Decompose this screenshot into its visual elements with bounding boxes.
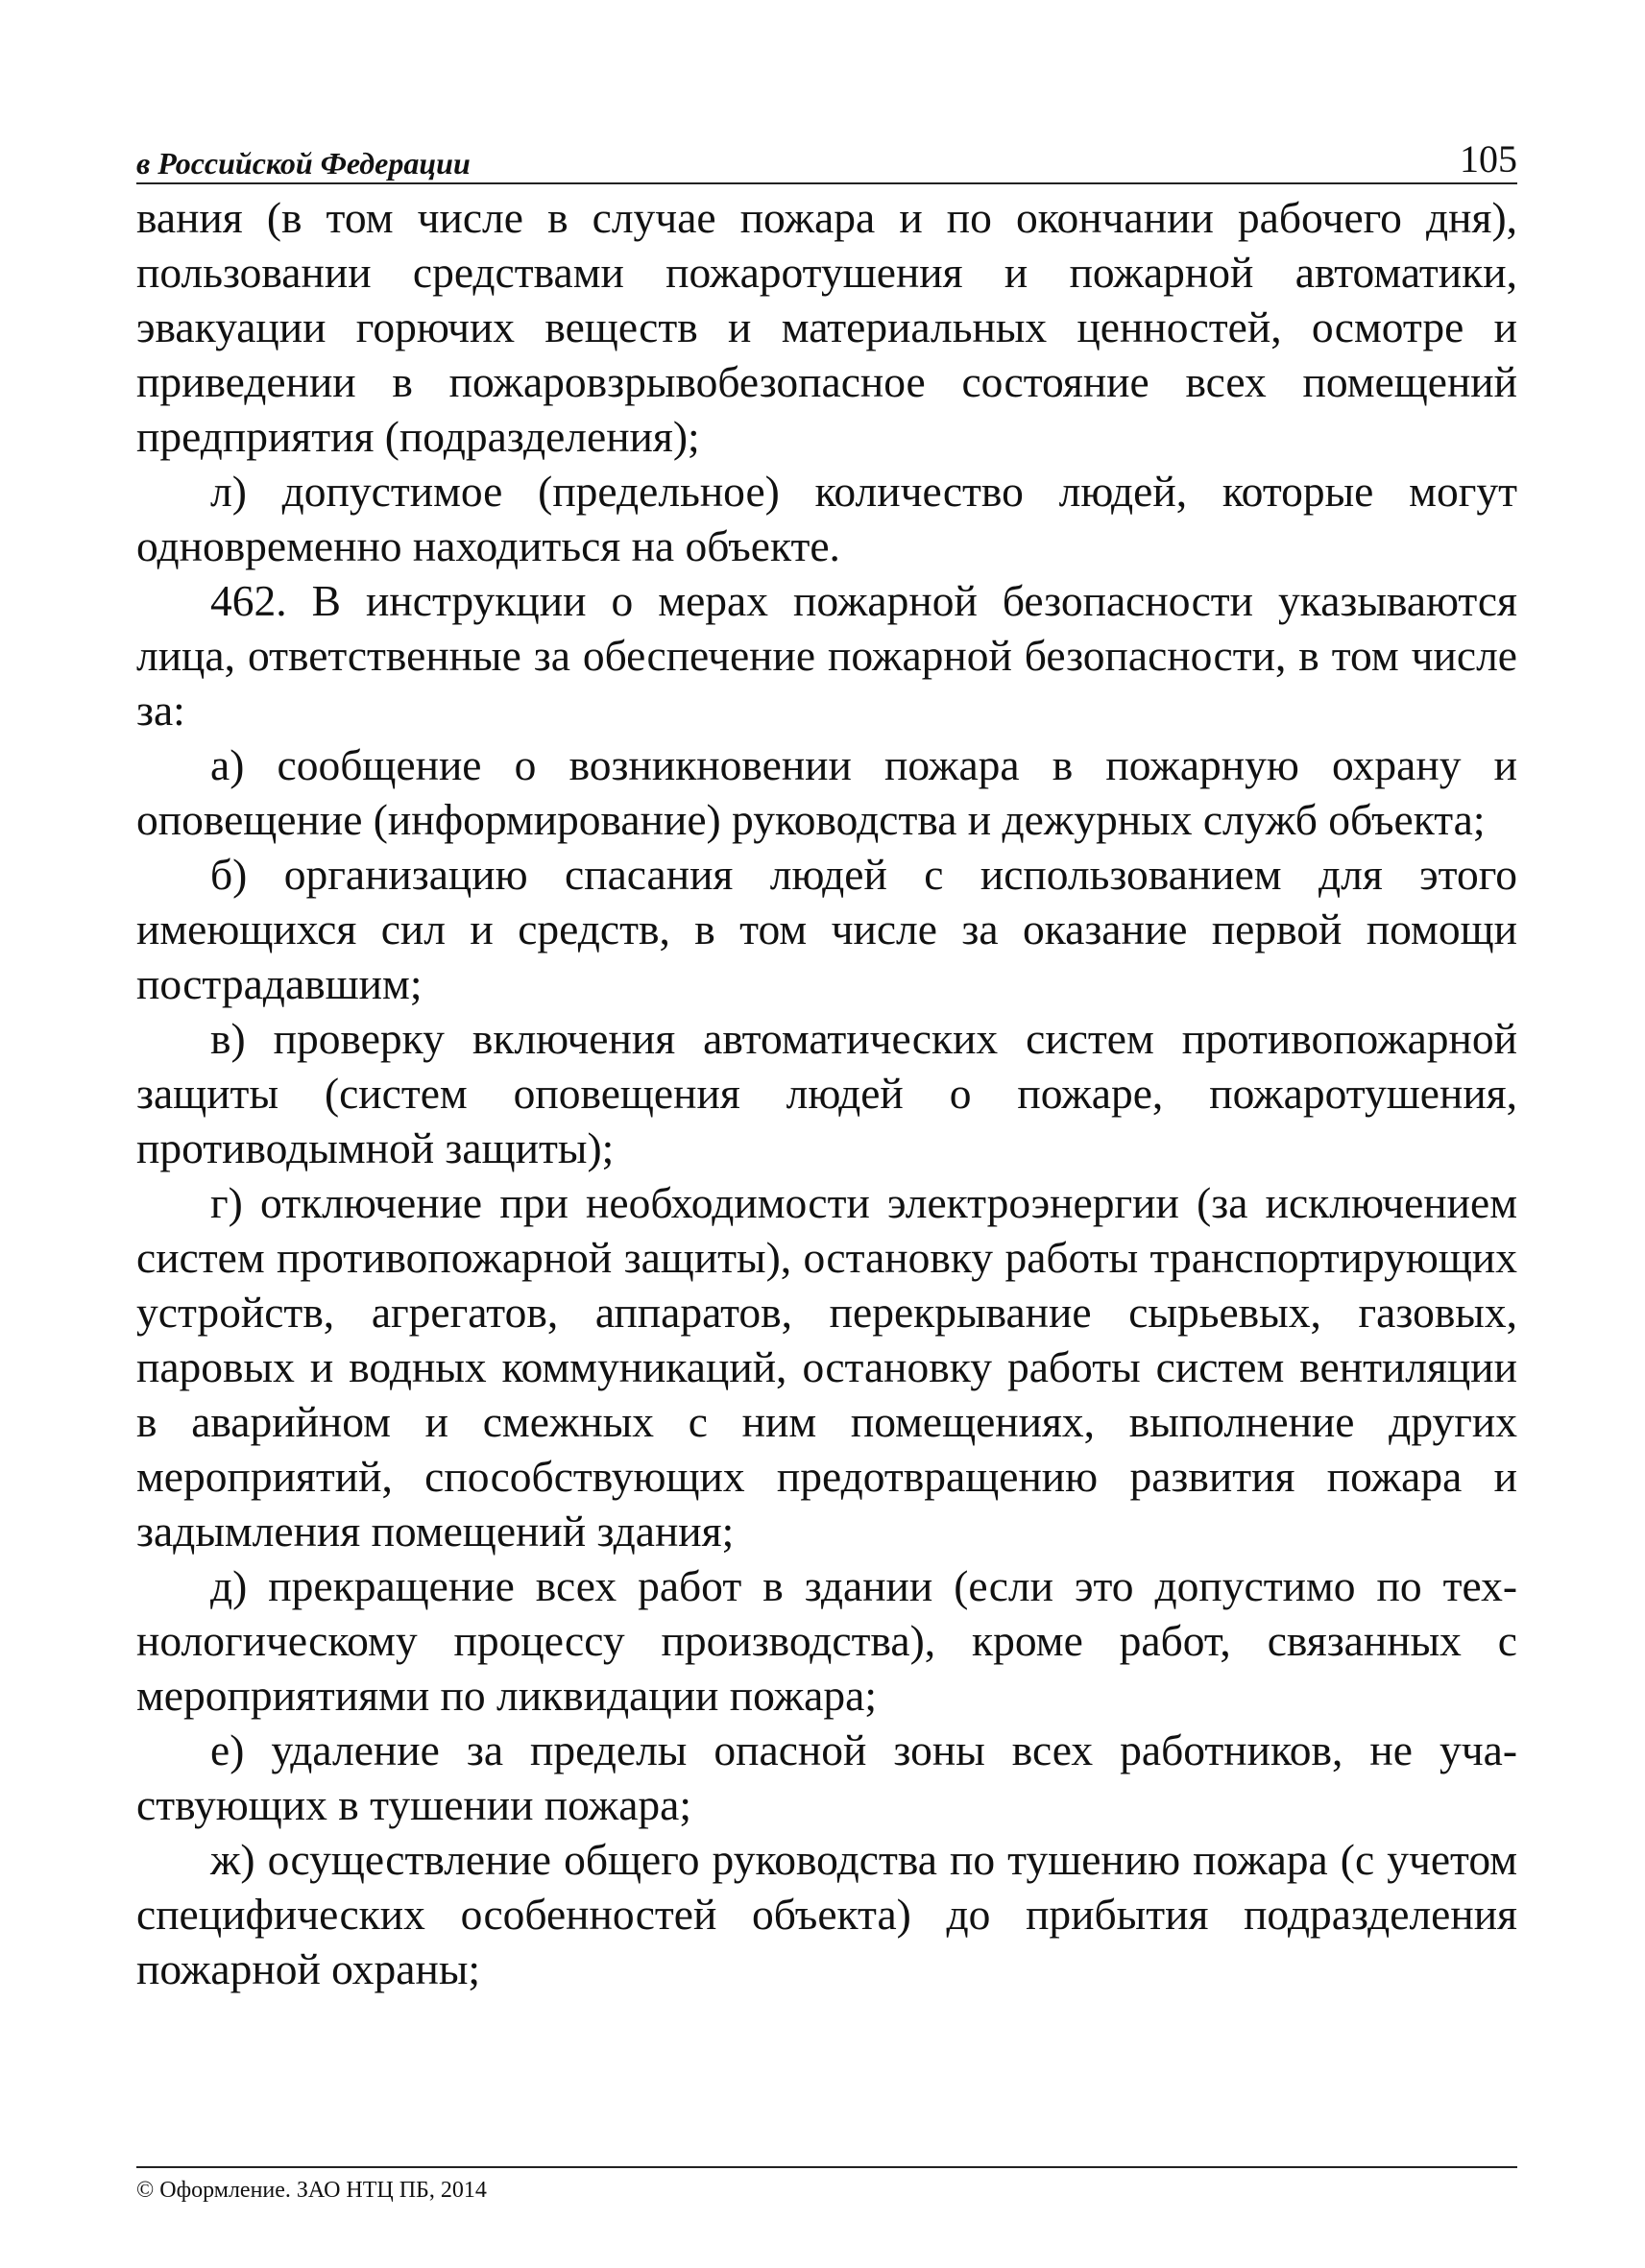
footer-copyright: © Оформление. ЗАО НТЦ ПБ, 2014	[136, 2166, 1517, 2205]
paragraph-item-d: д) прекращение всех работ в здании (если это допустимо по технологическому процессу производства), кроме работ, связанных с мероприятиями по ликвидации пожара;	[136, 1561, 1517, 1720]
page-number: 105	[1460, 137, 1517, 181]
paragraph-item-b: б) организацию спасания людей с использованием для этого имеющихся сил и средств, в том числе за оказание первой помощи пострадавшим;	[136, 850, 1517, 1008]
paragraph-item-e: е) удаление за пределы опасной зоны всех работников, не участвующих в тушении пожара;	[136, 1725, 1517, 1829]
paragraph-item-v: в) проверку включения автоматических систем противопожарной защиты (систем оповещения людей о пожаре, пожаротушения, противодымной защиты);	[136, 1014, 1517, 1172]
paragraph-continuation: вания (в том числе в случае пожара и по окончании рабочего дня), пользовании средствами пожаротушения и пожарной автоматики, эвакуации горючих веществ и материальных ценностей, осмотре и приведении в пожаровзрывобезопасное состояние всех помещений предприятия (подразделения);	[136, 193, 1517, 461]
running-head	[136, 115, 1517, 184]
paragraph-clause-462: 462. В инструкции о мерах пожарной безопасности указываются лица, ответственные за обеспечение пожарной безопасности, в том числе за:	[136, 576, 1517, 735]
paragraph-item-l: л) допустимое (предельное) количество людей, которые могут одновременно находиться на объекте.	[136, 467, 1517, 570]
document-page	[136, 115, 1517, 2228]
paragraph-item-a: а) сообщение о возникновении пожара в пожарную охрану и оповещение (информирование) руководства и дежурных служб объекта;	[136, 740, 1517, 844]
page-body	[136, 184, 1517, 1996]
paragraph-item-zh: ж) осуществление общего руководства по тушению пожара (с учетом специфических особенностей объекта) до прибытия подразделения пожарной охраны;	[136, 1835, 1517, 1993]
running-head-title: в Российской Федерации	[136, 146, 471, 181]
paragraph-item-g: г) отключение при необходимости электроэнергии (за исключением систем противопожарной защиты), остановку работы транспортирующих устройств, агрегатов, аппаратов, перекрывание сырьевых, газовых, паровых и водных коммуникаций, остановку работы систем вентиляции в аварийном и смежных с ним помещениях, выполнение других мероприятий, способствующих предотвращению развития пожара и задымления помещений здания;	[136, 1178, 1517, 1556]
